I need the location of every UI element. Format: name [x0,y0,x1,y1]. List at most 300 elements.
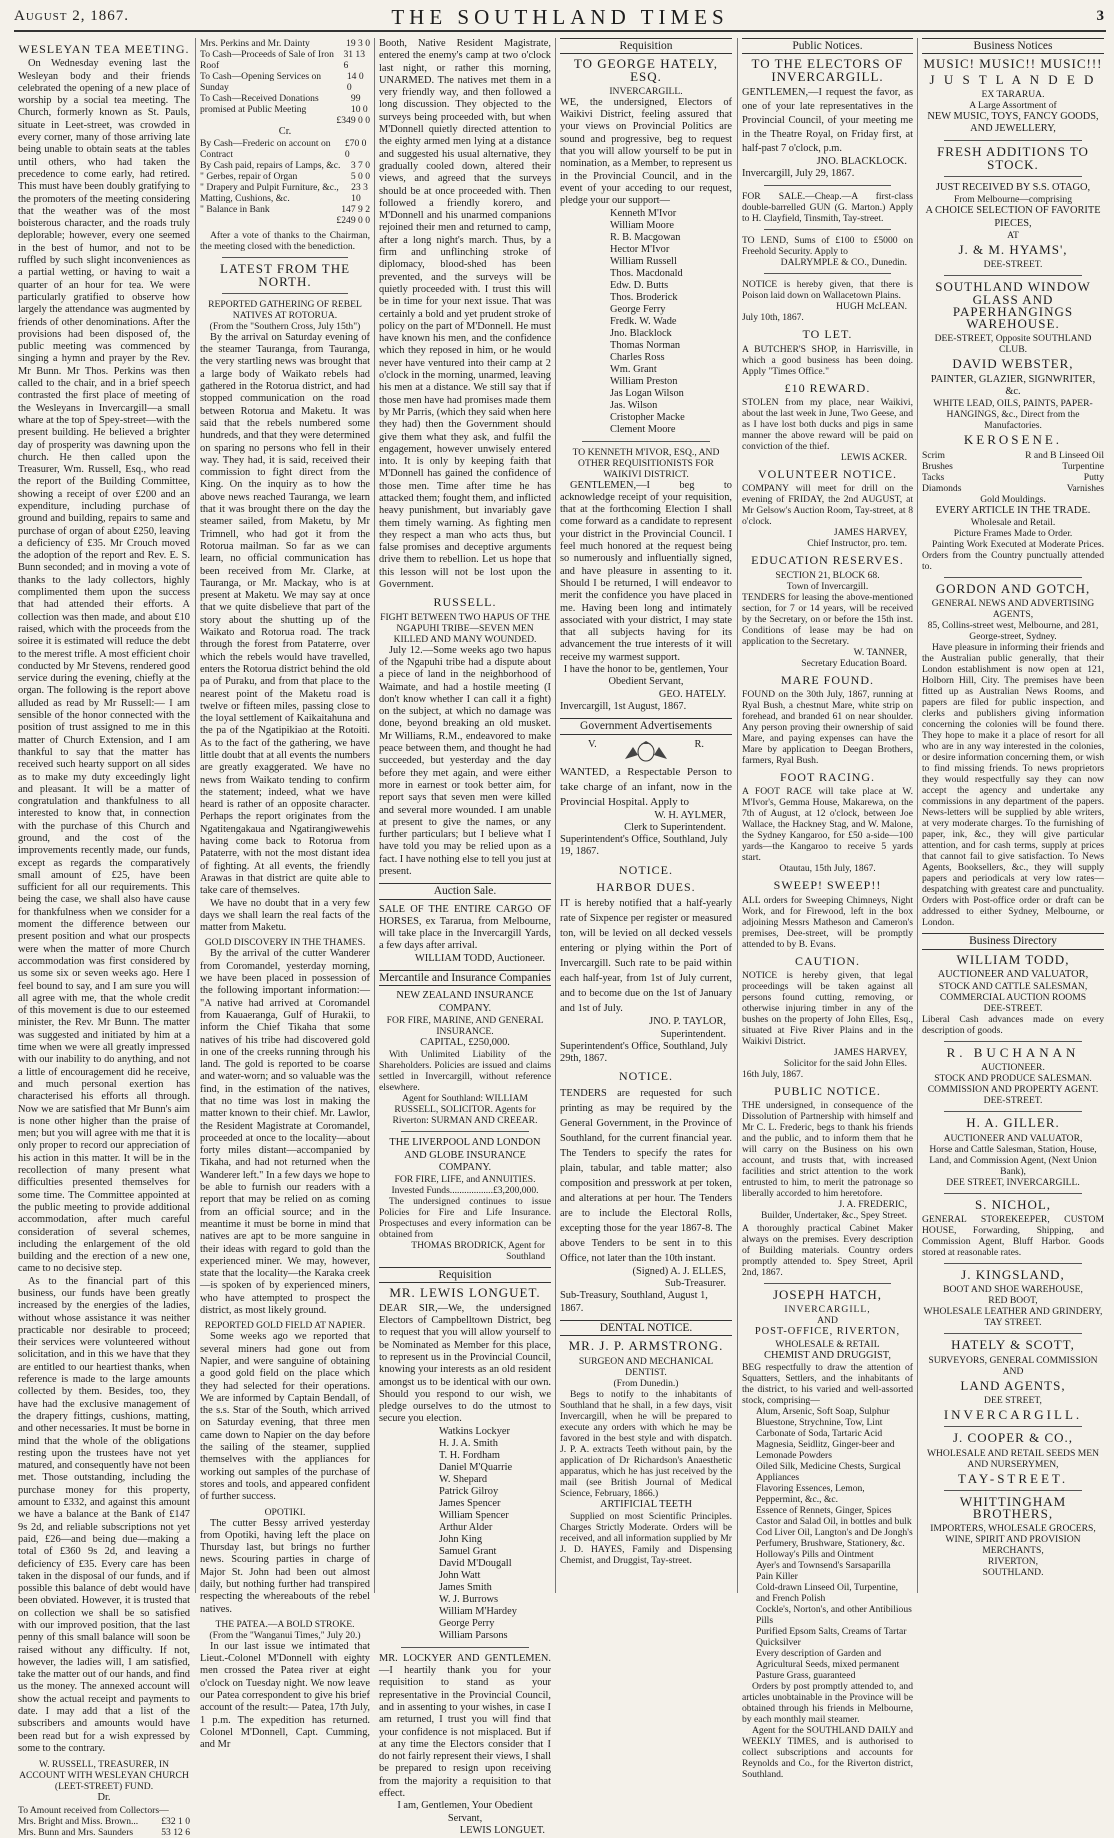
ad-signature: GEO. HATELY. [658,688,726,700]
ad-signature: LEWIS LONGUET. [459,1824,545,1836]
ad-body: FOUND on the 30th July, 1867, running at Ryal Bush, a chestnut Mare, white strip on forehead, and branded 61 on near shoulder. Any person proving their ownership of said Mare, and paying expenses can have the Mare by application to Deegan Brothers, farmers, Ryal Bush. [742,688,913,766]
ad-title: S. NICHOL, [974,1196,1052,1212]
signatory: William Preston [610,375,678,387]
divider [944,275,1082,276]
ad-body: THE undersigned, in consequence of the Dissolution of Partnership with himself and Mr C. L. Frederic, begs to thank his friends and the public, and to inform them that he will carry on the Business on his own account, and trusts that, with increased facilities and strict attention to the work entrusted to him, to merit the patronage so liberally accorded to him heretofore. [742,1100,913,1200]
ad-title: SOUTHLAND WINDOW GLASS AND PAPERHANGINGS WAREHOUSE. [935,279,1091,332]
ad-subtitle: WHOLESALE & RETAIL [775,1338,880,1350]
ad-title: TO GEORGE HATELY, ESQ. [573,56,719,84]
ad-body: Horse and Cattle Salesman, Station, House, Land, and Commission Agent, (Next Union Bank), [929,1143,1097,1177]
divider [582,441,710,442]
signatory: Samuel Grant [439,1545,497,1557]
account-value: £70 0 0 [344,138,367,161]
ad-signature: JNO. P. TAYLOR, [649,1016,726,1028]
stock-item: Cold-drawn Linseed Oil, Turpentine, and French Polish [756,1582,899,1605]
ad-place: INVERCARGILL, [784,1304,871,1316]
signatory: Cristopher Macke [610,411,685,423]
ad-body: STOLEN from my place, near Waikivi, about the last week in June, Two Geese, and as I have lost both ducks and pigs in same manner the above reward will be paid on conviction of the thief. [742,397,913,453]
ad-role: LAND AGENTS, [960,1377,1066,1393]
signatory: Kenneth M'Ivor [610,207,677,219]
column-2 [200,38,370,1751]
issue-date: August 2, 1867. [14,8,130,24]
stock-item: Alum, Arsenic, Soft Soap, Sulphur [756,1406,890,1418]
ad-subtitle: COMMISSION AND PROPERTY AGENT. [927,1084,1099,1096]
ad-subtitle: STOCK AND CATTLE SALESMAN, COMMERCIAL AUCTION ROOMS [938,981,1088,1004]
column-rule [374,38,375,1593]
price-list [922,450,1104,494]
signatory: James Spencer [439,1497,501,1509]
account-label: To Cash—Opening Services on Sunday [200,71,322,93]
stock-item: Cockle's, Norton's, and other Antibilious Pills [756,1604,912,1627]
ad-close: I am, Gentlemen, Your Obedient Servant, [397,1800,533,1824]
ad-body: Begs to notify to the inhabitants of Southland that he shall, in a few days, visit Invercargill, when he will be prepared to execute any orders with which he may be favored in the best style and with dispatch. J. P. A. extracts Teeth without pain, by the application of Dr Richardson's Anaesthetic apparatus, which he has just received by the mail (see British Journal of Medical Science, February, 1866.) [560,1388,732,1499]
divider [764,1283,891,1284]
ad-title: R. BUCHANAN [946,1045,1080,1061]
ad-body: Gold Mouldings. [980,493,1046,505]
ad-title: J. KINGSLAND, [961,1267,1065,1283]
account-value: 53 12 6 [161,1826,190,1838]
ad-place: POST-OFFICE, RIVERTON, [754,1326,901,1338]
ad-role: Superintendent. [660,1028,726,1040]
ad-title: NOTICE. [619,1069,673,1084]
signatory: T. H. Fordham [439,1449,500,1461]
item: Putty [1083,471,1104,483]
account-dr: Dr. [97,1792,111,1804]
ad-place: DEE-STREET. [983,1003,1043,1015]
ad-place: 85, Collins-street west, Melbourne, and 281, George-street, Sydney. [927,620,1099,643]
ad-role: Builder, Undertaker, &c., Spey Street. [760,1210,907,1222]
stock-item: Carbonate of Soda, Tartaric Acid [756,1428,883,1440]
ad-role: GENERAL NEWS AND ADVERTISING AGENTS, [931,598,1095,621]
account-row [200,182,370,204]
price-row [922,461,1104,472]
signatory: Daniel M'Quarrie [439,1461,513,1473]
ad-body: AT [1007,229,1019,241]
ad-subtitle: EX TARARUA. [981,88,1045,100]
ad-subtitle: SECTION 21, BLOCK 68. [775,569,880,581]
ad-title: J. COOPER & CO., [952,1430,1074,1446]
article-title: RUSSELL. [433,595,497,610]
ad-role: CHEMIST AND DRUGGIST, [764,1349,891,1361]
ad-title: J. & M. HYAMS', [958,241,1068,257]
account-value: £249 0 0 [336,215,370,227]
account-row [200,138,370,160]
stock-item: Perfumery, Brushware, Stationery, &c. [756,1538,905,1550]
article-body: Booth, Native Resident Magistrate, entered the enemy's camp at two o'clock last night, or rather this morning, UNARMED. The natives met them in a very friendly way, and then followed a long discussion. They objected to the surveys being proceeded with, but when M'Donnell quietly directed attention to the eighty armed men lying at a distance and suggested his usual alternative, they gradually cooled down, altered their views, and agreed that the surveys should be at once proceeded with. Then followed a friendly korero, and M'Donnell and his unarmed companions rejoined their men and returned to camp, after a long night's march. Thus, by a firm and unflinching stroke of diplomacy, blood-shed has been prevented, and the surveys will be quietly proceeded with. I trust this will be in time for your next issue. That was certainly a bold and yet prudent stroke of policy on the part of M'Donnell. He must have known his men, and the confidence which they reposed in him, or he would never have ventured into their camp at 2 o'clock in the morning, unarmed, leaving his men at a distance. We still say that if those men have had promises made them by Mr Parris, (which they said when here they had) then the Government should give them what they ask, and fulfil the engagement, however unwisely entered into. It is only by keeping faith that M'Donnell has gained the confidence of those men. Time after time he has attacked them; fought them, and inflicted heavy punishment, but invariably gave them timely warning. As fighting men they respect a man who acts thus, but false promises and deceptive arguments drive them to rebellion. Let us hope that this lesson will not be lost upon the Government. [379,38,551,591]
divider [944,1041,1082,1042]
ad-body: TENDERS for leasing the above-mentioned section, for 7 or 14 years, will be received by the Secretary, on or before the 15th inst. Conditions of lease may be had on application to the Secretary. [742,591,913,647]
newspaper-title: THE SOUTHLAND TIMES [391,5,729,29]
account-value: 99 10 0 [350,93,368,115]
item: Turpentine [1062,460,1104,472]
signatory: Hector M'Ivor [610,243,670,255]
ad-place: DEE-STREET, Opposite SOUTHLAND CLUB. [934,333,1092,356]
ad-title: WILLIAM TODD, [956,951,1070,967]
signatory: Thos. Broderick [610,291,678,303]
item: Diamonds [922,482,962,494]
ad-title: NEW ZEALAND INSURANCE COMPANY. [396,990,534,1014]
ad-signature: W. TANNER, [853,646,907,658]
ad-body: WHITE LEAD, OILS, PAINTS, PAPER-HANGINGS, &c., Direct from the Manufactories. [933,398,1093,432]
signatory: William Spencer [439,1509,509,1521]
ad-signature: LEWIS ACKER. [840,452,907,464]
stock-item: Ayer's and Townsend's Sarsaparilla [756,1560,891,1572]
divider [764,273,891,274]
account-row [200,171,370,182]
section-header: Business Notices [922,38,1104,54]
signatory: Clement Moore [610,423,676,435]
signatory: Jno. Blacklock [610,327,672,339]
signatory: Watkins Lockyer [439,1425,511,1437]
ad-body: IT is hereby notified that a half-yearly rate of Sixpence per register or measured ton, will be levied on all decked vessels entering or plying within the Port of Invercargill. Such rate to be paid within each half-year, from 1st of July current, and to become due on the 1st of January and 1st of July. [560,898,732,1015]
account-value: 31 13 6 [343,49,366,71]
account-value: 5 0 0 [350,171,370,183]
ad-role: AUCTIONEER AND VALUATOR, [943,1132,1083,1144]
ad-title: £10 REWARD. [784,380,871,395]
account-row [200,93,370,115]
ad-capital: CAPITAL, £250,000. [420,1036,510,1048]
ad-title: HARBOR DUES. [596,879,696,894]
stock-item: Oiled Silk, Medicine Chests, Surgical Appliances [756,1461,901,1484]
ad-role: PAINTER, GLAZIER, SIGNWRITER, &c. [930,373,1096,398]
ad-role: SURGEON AND MECHANICAL DENTIST. [578,1355,714,1378]
ad-body: Agent for the SOUTHLAND DAILY and WEEKLY TIMES, and is authorised to collect subscriptions and accounts for Reynolds and Co., for the Riverton district, Southland. [742,1725,913,1781]
item: Scrim [922,449,945,461]
ad-title: NOTICE. [619,862,673,877]
ad-body: ALL orders for Sweeping Chimneys, Night Work, and for Firewood, left in the box adjoining Messrs Matheson and Cameron's premises, Dee-street, will be promptly attended to by B. Evans. [742,894,913,950]
signatory: H. J. A. Smith [439,1437,498,1449]
account-row [200,71,370,93]
account-label: Mrs. Bunn and Mrs. Saunders [18,1826,134,1838]
ad-signature: JAMES HARVEY, [833,527,907,539]
stock-item: Flavoring Essences, Lemon, Peppermint, &c., &c. [756,1483,865,1506]
ad-signature: WILLIAM TODD, Auctioneer. [414,952,545,964]
signatory: Arthur Alder [439,1521,493,1533]
account-total [200,115,370,126]
masthead-bar [14,6,1106,32]
account-cr: Cr. [278,126,292,137]
account-row [200,204,370,215]
ad-body: WANTED, a Respectable Person to take charge of an infant, now in the Provincial Hospital. Apply to [560,765,732,808]
account-row [200,49,370,71]
divider [944,1263,1082,1264]
ad-title: TO KENNETH M'IVOR, ESQ., AND OTHER REQUISITIONISTS FOR WAIKIVI DISTRICT. [572,446,720,480]
crest-letter: R. [694,738,704,750]
signatory: Charles Ross [610,351,665,363]
ad-body: A CHOICE SELECTION OF FAVORITE PIECES, [925,205,1101,229]
divider [764,185,891,186]
ad-date: Invercargill, 1st August, 1867. [560,700,687,712]
ad-title: THE LIVERPOOL AND LONDON AND GLOBE INSURANCE COMPANY. [389,1137,541,1173]
account-label: Mrs. Bright and Miss. Brown... [18,1815,139,1827]
signatory: Patrick Gilroy [439,1485,499,1497]
ad-place: TAY-STREET. [957,1470,1069,1486]
stock-item: Cod Liver Oil, Langton's and De Jongh's [756,1527,913,1539]
ad-place: INVERCARGILL. [943,1406,1083,1422]
ad-body: A BUTCHER'S SHOP, in Harrisville, in which a good business has been doing. Apply "Times Office." [742,343,913,377]
article-title: REPORTED GOLD FIELD AT NAPIER. [204,1320,366,1332]
signatory-list [379,1426,551,1642]
ad-title: SWEEP! SWEEP!! [773,878,882,893]
ad-role: BOOT AND SHOE WAREHOUSE, [943,1284,1083,1296]
ad-title: JOSEPH HATCH, [772,1287,883,1303]
ad-funds: Invested Funds..................£3,200,000. [391,1185,539,1197]
signatory: John King [439,1533,483,1545]
ad-title: CAUTION. [795,953,860,968]
ad-subtitle: WHOLESALE LEATHER AND GRINDERY, [923,1306,1103,1318]
signatory: R. B. Macgowan [610,231,681,243]
ad-place: RIVERTON, [987,1556,1039,1568]
ad-body: JUST RECEIVED BY S.S. OTAGO, [935,182,1091,194]
ad-body: Have pleasure in informing their friends and the Australian public generally, that their London establishment is now open at 121, Holborn Hill, City. The premises have been fitted up as Australian News Rooms, and papers are filed for public inspection, and clerks and publishers giving information concerning the colonies will be found there. They hope to make it a place of resort for all who are in any way interested in the colonies, or desire information concerning them, or wish to find missing friends. To news proprietors they would respectfully say they can now accept the agency and undertake any commissions in any department of the papers. News-letters will be supplied by able writers, at very moderate charges. To the furnishing of paper, ink, &c., they will give particular attention, and for cash terms, supply at prices that cannot fail to give satisfaction. To News Agents, Booksellers, &c., they will supply papers and periodicals at very low rates—despatching with greatest care and punctuality. Orders with Post-office order or draft can be addressed to either Sydney, Melbourne, or London. [922,642,1104,929]
account-label: " Balance in Bank [200,204,270,216]
signatory: Fredk. W. Wade [610,315,677,327]
ad-body: GENTLEMEN,—I beg to acknowledge receipt of your requisition, that at the forthcoming Election I shall come forward as a candidate to represent your district in the Provincial Council. I feel much honored at the request being so numerously and influentially signed, and have pleasure in assenting to it. Should I be returned, I will endeavor to merit the confidence you have placed in me. Having been long and intimately associated with your district, I may state that all subjects having for its advancement the true interests of it will receive my warmest support. [560,479,732,663]
ad-role: Clerk to Superintendent. [624,821,726,833]
section-header: Government Advertisements [560,718,732,734]
ad-body: COMPANY will meet for drill on the evening of FRIDAY, the 2nd AUGUST, at Mr Gelsow's Auction Room, Tay-street, at 8 o'clock. [742,483,913,528]
ad-body: NOTICE is hereby given, that legal proceedings will be taken against all persons found cutting, removing, or otherwise injuring timber in any of the bushes on the property of John Elles, Esq., situated at Five River Plains and in the Waikivi District. [742,969,913,1047]
account-total [200,215,370,226]
signatory: George Perry [439,1617,495,1629]
divider [944,577,1082,578]
article-source: (From the "Wanganui Times," July 20.) [209,1629,361,1641]
ad-and: AND [817,1315,838,1327]
account-title: W. RUSSELL, TREASURER, IN ACCOUNT WITH WESLEYAN CHURCH (LEET-STREET) FUND. [19,1759,189,1793]
ad-place: (From Dunedin.) [613,1377,679,1389]
ad-body: Liberal Cash advances made on every description of goods. [922,1014,1104,1037]
ad-title: WHITTINGHAM BROTHERS, [959,1493,1067,1522]
signatory: Thomas Norman [610,339,681,351]
article-source: (From the "Southern Cross, July 15th") [209,320,361,332]
signatory: William Parsons [439,1629,508,1641]
ad-signature: J. A. FREDERIC, [838,1199,907,1211]
article-body: By the arrival on Saturday evening of the steamer Tauranga, from Tauranga, the very startling news was brought that a large body of Waikato rebels had gathered in the Rotorua district, and had stopped communication on the road between Rotorua and Maketu. It was said that the rebels numbered some hundreds, and that they were determined on sparing no persons who fell in their way. They had, it is said, received their commission to fight direct from the King. On the inquiry as to how the above news reached Tauranga, we learn that it was brought there on the day the steamer sailed, from Maketu, by Mr Trimnell, who had got it from the Rotorua mailman. So far as we can learn, no official communication has been received from Mr. Clarke, at Tauranga, or Mr. Mackay, who is at present at Maketu. We may say at once that we quite disbelieve that part of the story about the shutting up of the Waikato and Rotorua road. The track through the forest from Pataterre, over which the rebels would have travelled, enters the Rotorua district behind the old pa of Puraku, and from that place to the nearest point of the Maketu road is twelve or fifteen miles, passing close to the loyal settlement of Kaikaitahuna and the pa of the Ngatipikiao at the Rotoiti. As to the fact of the gathering, we have little doubt that at all events the numbers are greatly exaggerated. We have no news from Waikato tending to confirm the statement; indeed, what we have heard is rather of an opposite character. Perhaps the report originates from the Ngatitengakaua and Ngatirangiwewehis having come back to Rotorua from Pataterre, with not the most distant idea of fighting. At all events, the friendly Arawas in that district are quite able to take care of themselves. [200,331,370,897]
ad-place: DEE-STREET. [983,259,1043,271]
ad-place: DEE STREET, INVERCARGILL. [946,1176,1080,1188]
ad-role: Sub-Treasurer. [664,1278,726,1290]
article-body: Some weeks ago we reported that several miners had gone out from Napier, and were sanguine of obtaining a good gold field on the place which they had selected for their operations. We are informed by Captain Bendall, of the s.s. Star of the South, which arrived on Saturday evening, that three men came down to Napier on the day before the sailing of the steamer, supplied themselves with the appliances for working out samples of the purchase of stores and tools, and appeared confident of further success. [200,1331,370,1503]
column-6 [922,38,1104,1590]
stock-item: Pain Killer [756,1571,798,1583]
divider [944,1426,1082,1427]
column-rule [555,38,556,1593]
ad-body: SALE OF THE ENTIRE CARGO OF HORSES, ex Tararua, from Melbourne, will take place in the Invercargill Yards, a few days after arrival. [379,903,551,952]
ad-body: A Large Assortment of [969,99,1057,111]
ad-office: Superintendent's Office, Southland, July 19, 1867. [560,834,728,858]
column-4 [560,38,732,1590]
ad-role: AUCTIONEER. [981,1062,1045,1074]
ad-title: PUBLIC NOTICE. [774,1083,881,1098]
ad-title: HATELY & SCOTT, [951,1337,1075,1353]
divider [944,1490,1082,1491]
account-value: 147 9 2 [341,204,370,216]
account-value: 14 0 0 [346,71,364,93]
account-label: By Cash paid, repairs of Lamps, &c. [200,160,341,172]
section-header: Requisition [379,1267,551,1283]
article-body: We have no doubt that in a very few days we shall learn the real facts of the matter from Maketu. [200,897,370,934]
section-header: Business Directory [922,933,1104,949]
ad-office: Sub-Treasury, Southland, August 1, 1867. [560,1290,708,1314]
article-body: The cutter Bessy arrived yesterday from Opotiki, having left the place on Thursday last, but brings no further news. Scouring parties in charge of Major St. John had been out almost daily, but nothing further had transpired respecting the whereabouts of the rebel natives. [200,1517,370,1615]
stock-item: Essence of Rennets, Ginger, Spices [756,1505,892,1517]
ad-title: DAVID WEBSTER, [952,356,1074,372]
ad-body: Wholesale and Retail. [970,516,1056,528]
article-body: As to the financial part of this business, our funds have been greatly increased by the energies of the ladies, without whose assistance it was neither practicable nor desirable to proceed; their services were volunteered without solicitation, and in this we have that they are entitled to our heartiest thanks, when reference is made to the large amounts collected by them. Besides, too, they have had the exclusive management of the drapery fittings, cushions, matting, and other necessaries. It must be borne in mind that the whole of the obligations resting upon the trustees have not yet matured, and consequently have not been met. Those outstanding, including the purchase money for this property, amount to £332, and against this amount we have a balance at the Bank of £147 9s 2d, and reliable subscriptions not yet paid, £26—and being due—making a total of £360 9s 2d, and leaving a deficiency of £35. Every care has been taken in the disposal of our funds, and if possible this balance of debt would have been obviated. However, it is trusted that on collection we shall be so satisfied with our improved position, that the last penny of this small balance will soon be raised without any difficulty. If not, however, the ladies will, I am satisfied, take the matter out of our hands, and find us the money. The annexed account will show the actual receipt and payments to date. I may add that a list of the subscribers and amounts would have been read but for a wish expressed by some to the contrary. [18,1275,190,1754]
ad-place: DEE-STREET. [983,1095,1043,1107]
ad-signature: HUGH McLEAN. [836,301,907,313]
column-rule [737,38,738,1593]
section-title: LATEST FROM THE NORTH. [219,261,351,289]
signatory: William Moore [610,219,674,231]
signatory: Jas. Wilson [610,399,658,411]
account-value: £349 0 0 [336,115,370,126]
ad-place: SOUTHLAND. [982,1567,1044,1579]
ad-title: FRESH ADDITIONS TO STOCK. [937,144,1089,172]
article-body: In our last issue we intimated that Lieut.-Colonel M'Donnell with eighty men crossed the Patea river at eight o'clock on Tuesday night. We now leave our Patea correspondent to give his brief account of the result:— Patea, 17th July, 1 p.m. The expedition has returned. Colonel M'Donnell, Capt. Cumming, and Mr [200,1640,370,1751]
ad-signature: THOMAS BRODRICK, Agent for Southland [411,1240,545,1263]
crest-letter: V. [588,738,597,750]
divider [944,1111,1082,1112]
ad-body: BEG respectfully to draw the attention of Squatters, Settlers, and the inhabitants of the district, to his varied and well-assorted stock, comprising— [742,1362,913,1407]
signatory: Jas Logan Wilson [610,387,684,399]
account-value: 3 7 0 [350,160,370,172]
ad-signature: W. H. AYLMER, [654,809,726,821]
price-row [922,472,1104,483]
ad-date: July 10th, 1867. [742,312,804,324]
ad-role: WHOLESALE AND RETAIL SEEDS MEN AND NURSERYMEN, [926,1447,1100,1470]
article-body: On Wednesday evening last the Wesleyan body and their friends celebrated the opening of a new place of worship by a social tea meeting. The Church, formerly known as St. Pauls, situate in Leet-street, was crowded in every corner, many of those arriving late being unable to obtain seats at the tables until others, who had taken the precedence to come early, had retired. This must have been doubly gratifying to the promoters of the meeting considering that the weather was of the most boisterous character, and the roads truly deplorable; however, every one seemed in the best of humor, and not to be ruffled by such slight inconveniences as a partial wetting, or having to wait a quarter of an hour for tea. We were particularly gratified to observe how largely the attendance was augmented by friends of other denominations. After the provisions had been disposed of, the public meeting was commenced by singing a hymn and prayer by the Rev. Mr Bunn. Mr Thos. Perkins was then called to the chair, and in a brief speech contrasted the first place of meeting of the Wesleyans in Invercargill—a small whare at the top of Spey-street—with the present building. He believed a brighter day of prosperity was dawning upon the church. He then called upon the Treasurer, Wm. Russell, Esq., who read the report of the Building Committee, showing a receipt of over £200 and an expenditure, including purchase of ground and building, repairs to same and purchase of organ of about £250, leaving a deficiency of £35. Mr Crouch moved the adoption of the report and Rev. E. S. Bunn seconded; and in moving a vote of thanks to the lady collectors, highly complimented them upon the success that had attended their efforts. A collection was then made, and about £10 raised, which with the proceeds from the soiree it is estimated will reduce the debt to the merest trifle. A most efficient choir conducted by Mr Stevens, rendered good service during the evening, chiefly at the organ. The following is the report above alluded as read by Mr Russell:— I am sensible of the honor connected with the position of trust assigned to me in this matter of Church Extension, and I am thankful to say that the matter has received such hearty support on all sides as to make my duty exceedingly light and pleasant. It will be a matter of congratulation and thankfulness to all interested to know that, in connection with the purchase of this Church and ground, and the cost of the improvements recently made, our funds, except as regards the comparatively small amount of £25, have been sufficient for all our requirements. This being the case, we shall also have cause for thankfulness when we consider for a moment the difference between our present position and what our prospects were when the matter of more Church accommodation was first considered by us some six or seven weeks ago. Here I feel bound to say, and I am sure you will all agree with me, that the whole credit of this movement is due to our esteemed minister, the Rev. Mr Bunn. The matter was suggested and initiated by him at a time when we were all greatly impressed with our inability to do anything, and not a little of encouragement did he receive, and much personal exertion has characterised his efforts all through. Now we are satisfied that Mr Bunn's aim is none other higher than the praise of men; but you will agree with me that it is only proper to record our appreciation of his action in this matter. It will be in the recollection of many present what difficulties presented themselves for some time. The Committee appointed at the public meeting to provide additional accommodation, after much careful consideration of several schemes, including the enlargement of the old building and the erection of a new one, came to no decisive step. [18,58,190,1275]
ad-body: From Melbourne—comprising [953,194,1073,206]
stock-item: Every description of Garden and Agricultural Seeds, mixed permanent Pasture Grass, guaranteed [756,1648,900,1682]
ad-title: VOLUNTEER NOTICE. [758,467,897,482]
article-title: REPORTED GATHERING OF REBEL NATIVES AT ROTORUA. [208,298,362,321]
ad-place: INVERCARGILL. [609,85,683,97]
column-1 [18,38,190,1838]
article-body: By the arrival of the cutter Wanderer from Coromandel, yesterday morning, we have been placed in possession of the following important information:— "A native had arrived at Coromandel from Kauaeranga, Gulf of Hurakii, to inform the Chief Tikaha that some natives of his tribe had discovered gold in one of the creeks running through his land. The gold is reported to be coarse and water-worn; and so valuable was the find, in the estimation of the natives, that no time was lost in making the matter known to their chief. Mr. Lawlor, the Resident Magistrate at Coromandel, proceeded at once to the locality—about forty miles distant—accompanied by Tikaha, and had not returned when the Wanderer left." In a few days we hope to be able to furnish our readers with a report that may be relied on as coming from an official source; and in the meantime it must be borne in mind that natives are apt to be more sanguine in their ideas with regard to gold than the experienced miner. We may, however, state that the locality—the Karaka creek—is spoken of by experienced miners, who have attempted to prospect the district, as most likely ground. [200,948,370,1317]
ad-title: KEROSENE. [963,432,1063,448]
article-body: July 12.—Some weeks ago two hapus of the Ngapuhi tribe had a dispute about a piece of land in the neighborhood of Waimate, and had a hostile meeting (I don't know whether I can call it a fight) on the subject, at which no damage was done, beyond breaking an old musket. Mr Williams, R.M., endeavored to make peace between them, and thought he had succeeded, but yesterday and the day before they met again, and were either more in earnest or took better aim, for report says that seven men were killed and several more wounded. I am unable at present to give the names, or any further particulars; but I believe what I have told you may be relied upon as a fact. I have nothing else to tell you just at present. [379,644,551,877]
ad-body: MR. LOCKYER AND GENTLEMEN.—I heartily thank you for your requisition to stand as your representative in the Provincial Council, and in assenting to your wishes, in case I am returned, I trust you will find that your confidence is not misplaced. But if at any time the Electors consider that I do not fairly represent their views, I shall be prepared to resign upon receiving from the majority a requisition to that effect. [379,1652,551,1799]
signatory: George Ferry [610,303,666,315]
ad-title: EDUCATION RESERVES. [751,553,904,568]
coat-of-arms-icon [621,741,671,763]
ad-body: WE, the undersigned, Electors of Waikivi District, feeling assured that your views on Provincial Politics are sound and progressive, beg to request that you will allow yourself to be put in nomination, as a Member, to represent us in the Provincial Council, and in the event of your acceding to our request, pledge your our support— [560,96,732,207]
ad-title: MUSIC! MUSIC!! MUSIC!!! [923,56,1103,72]
ad-role: SURVEYORS, GENERAL COMMISSION AND [928,1354,1098,1377]
royal-crest [560,739,732,765]
signatory: Thos. Macdonald [610,267,683,279]
section-header: Public Notices. [742,38,913,54]
ad-body: Painting Work Executed at Moderate Prices. Orders from the Country punctually attended to. [922,538,1104,572]
ad-date: Otautau, 15th July, 1867. [779,863,876,875]
ad-title: TO THE ELECTORS OF INVERCARGILL. [751,56,904,84]
article-title: OPOTIKI. [264,1506,306,1518]
account-row [18,1805,190,1816]
ad-title: GORDON AND GOTCH, [935,580,1091,596]
ad-signature: DALRYMPLE & CO., Dunedin. [780,257,907,269]
ad-body: With Unlimited Liability of the Shareholders. Policies are issued and claims settled in Invercargill, without reference elsewhere. [379,1049,551,1094]
signatory: John Watt [439,1569,481,1581]
article-title: GOLD DISCOVERY IN THE THAMES. [204,937,366,949]
account-label: By Cash—Frederic on account on Contract [200,138,331,161]
section-header: Auction Sale. [379,883,551,899]
section-header: Mercantile and Insurance Companies [379,970,551,986]
ad-signature: JAMES HARVEY, [833,1046,907,1058]
account-label: To Amount received from Collectors— [18,1804,169,1816]
account-label: " Gerbes, repair of Organ [200,171,298,183]
ad-role: Chief Instructor, pro. tem. [807,538,907,550]
ad-signature: (Signed) A. J. ELLES, [632,1265,726,1277]
ad-body: GENERAL STOREKEEPER, CUSTOM HOUSE, Forwarding, Shipping, and Commission Agent, Bluff Harbor. Goods stored at reasonable rates. [922,1214,1104,1259]
ad-body: NEW MUSIC, TOYS, FANCY GOODS, AND JEWELLERY, [927,110,1099,135]
ad-subtitle: STOCK AND PRODUCE SALESMAN. [934,1073,1092,1085]
ad-role: AUCTIONEER AND VALUATOR, [937,968,1089,980]
account-row [18,1816,190,1827]
ad-agent: Agent for Southland: WILLIAM RUSSELL, SOLICITOR. Agents for Riverton: SURMAN AND CREEAR. [392,1093,538,1127]
item: Varnishes [1066,482,1104,494]
divider [222,257,348,258]
stock-item: Bluestone, Strychnine, Tow, Lint [756,1417,883,1429]
ad-body: Picture Frames Made to Order. [953,527,1073,539]
column-3 [379,38,551,1836]
stock-list [742,1406,913,1681]
ad-body: TENDERS are requested for such printing as may be required by the General Government, in the Province of Southland, for the current financial year. The Tenders to specify the rates for plain, tabular, and table matter; also composition and presswork at per token, and alterations at per hour. The Tenders are to include the Electoral Rolls, excepting those for the year 1867-8. The above Tenders to be sent in to this Office, not later than the 10th instant. [560,1087,732,1264]
divider [222,293,348,294]
account-value: 19 3 0 [346,38,370,49]
divider [944,176,1082,177]
ad-date: Invercargill, July 29, 1867. [742,168,855,180]
ad-body: The undersigned continues to issue Policies for Fire and Life Insurance. Prospectuses and every information can be obtained from [379,1196,551,1241]
account-label: To Cash—Proceeds of Sale of Iron Roof [200,49,334,71]
ad-title: MARE FOUND. [780,672,874,687]
ad-title: J U S T L A N D E D [929,71,1097,87]
signatory: Wm. Grant [610,363,657,375]
ad-title: FOOT RACING. [779,769,876,784]
article-title: THE PATEA.—A BOLD STROKE. [215,1618,355,1630]
item: Brushes [922,460,953,472]
ad-title: MR. J. P. ARMSTRONG. [568,1338,724,1354]
ad-title: MR. LEWIS LONGUET. [389,1285,541,1301]
stock-item: Holloway's Pills and Ointment [756,1549,874,1561]
account-label: To Cash—Received Donations promised at Public Meeting [200,93,319,115]
signatory: W. Shepard [439,1473,488,1485]
signatory: Edw. D. Butts [610,279,669,291]
ad-close: I have the honor to be, gentlemen, Your Obedient Servant, [563,664,729,688]
ad-body: NOTICE is hereby given, that there is Poison laid down on Wallacetown Plains. [742,279,913,302]
ad-role: IMPORTERS, WHOLESALE GROCERS, WINE, SPIRIT AND PROVISION [930,1523,1096,1546]
stock-item: Magnesia, Seidlitz, Ginger-beer and Lemonade Powders [756,1439,895,1462]
stock-item: Castor and Salad Oil, in bottles and bulk [756,1516,912,1528]
column-rule [917,38,918,1593]
account-row [18,1827,190,1838]
divider [401,1647,529,1648]
ad-role: Solicitor for the said John Elles. [783,1057,907,1069]
account-value: 23 3 10 [351,182,368,205]
account-row [200,38,370,49]
ad-place: DEE STREET, [984,1394,1042,1406]
signatory: James Smith [439,1581,492,1593]
ad-signature: JNO. BLACKLOCK. [816,155,907,167]
ad-title: H. A. GILLER. [966,1115,1060,1131]
ad-role: Secretary Education Board. [801,657,907,669]
page-number: 3 [1096,8,1104,24]
ad-subtitle: FOR FIRE, MARINE, AND GENERAL INSURANCE. [386,1014,544,1037]
account-label: " Drapery and Pulpit Furniture, &c., Matting, Cushions, &c. [200,182,339,205]
stock-item: Purified Epsom Salts, Creams of Tartar Quicksilver [756,1626,907,1649]
ad-body: Supplied on most Scientific Principles. Charges Strictly Moderate. Orders will be received, and all information supplied by Mr J. D. HAYES, Family and Dispensing Chemist, and Druggist, Tay-street. [560,1510,732,1566]
article-title: WESLEYAN TEA MEETING. [18,42,190,56]
